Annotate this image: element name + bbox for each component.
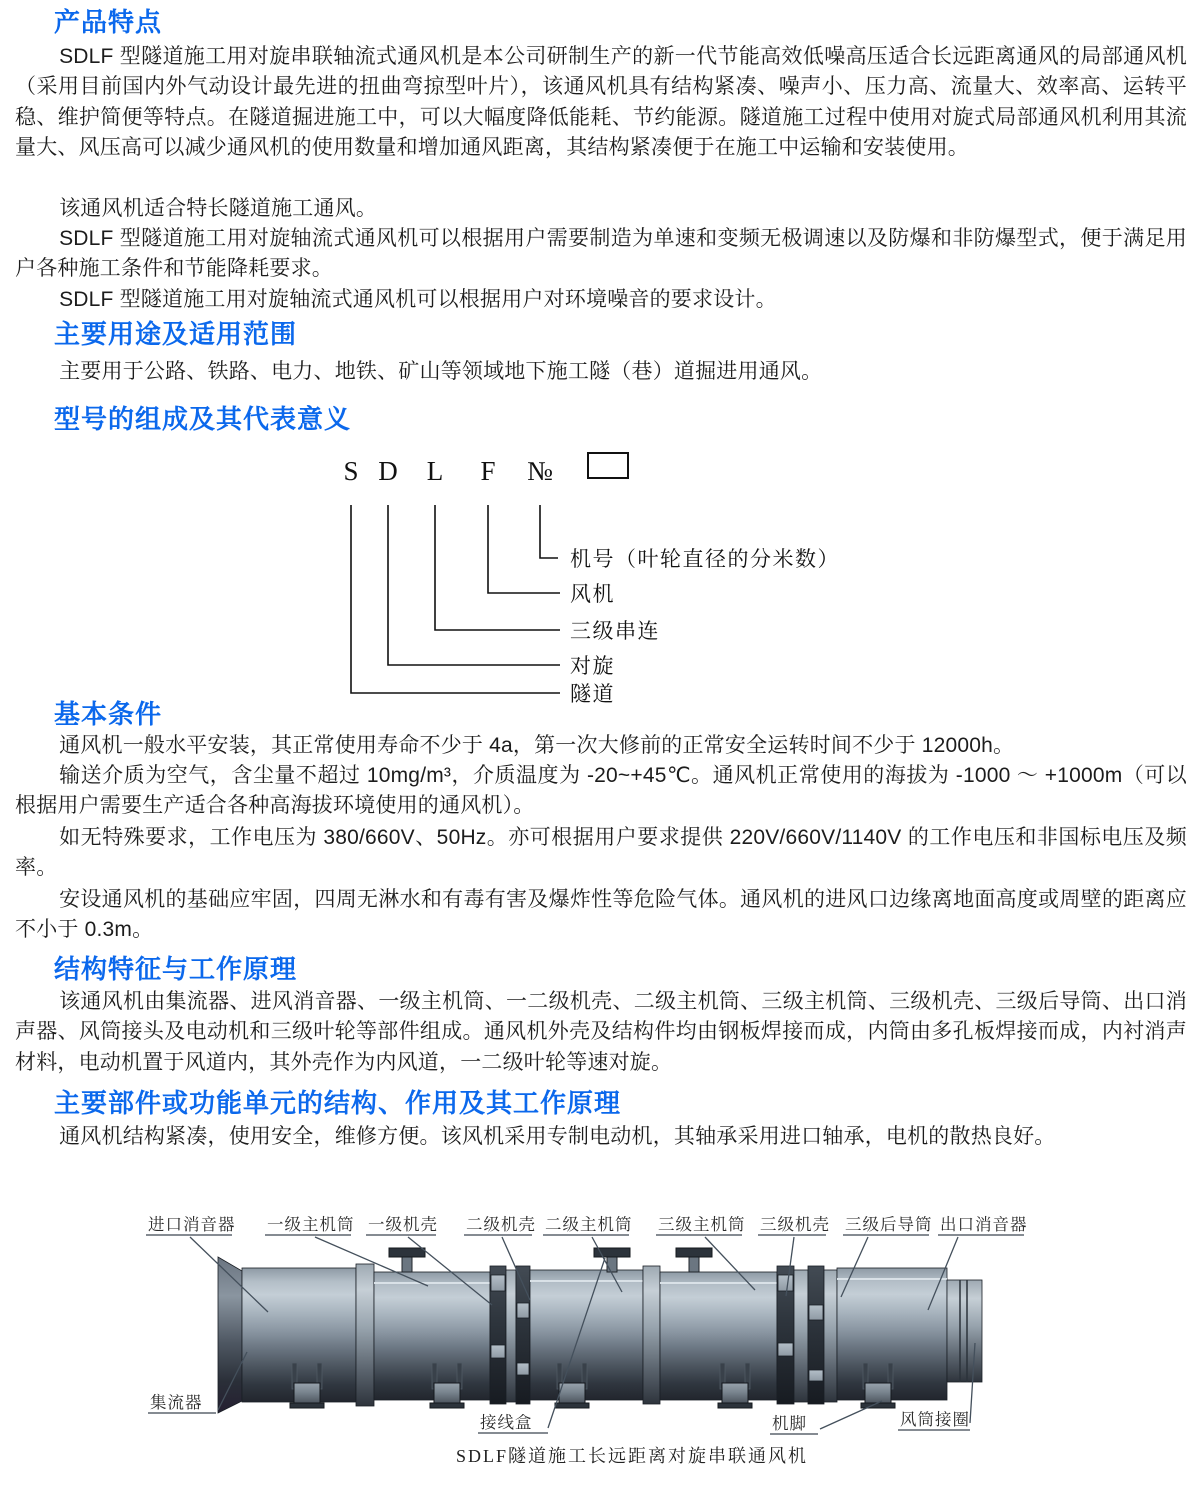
label-stage3-casing: 三级机壳 xyxy=(760,1215,830,1234)
label-stage1-cylinder: 一级主机筒 xyxy=(267,1215,355,1234)
paragraph: 输送介质为空气，含尘量不超过 10mg/m³，介质温度为 -20~+45℃。通风机正常使用的海拔为 -1000 ～ +1000m（可以根据用户需要生产适合各种高海拔环境使用的通风机）。 xyxy=(15,764,1187,818)
terminal-box xyxy=(389,1248,425,1272)
paragraph: 该通风机适合特长隧道施工通风。 xyxy=(59,197,378,220)
diagram-label-tunnel: 隧道 xyxy=(570,682,615,706)
diagram-label-three-stage: 三级串连 xyxy=(570,619,660,643)
flange-ring-1 xyxy=(356,1264,374,1406)
diagram-label-counter-rotating: 对旋 xyxy=(570,654,615,678)
label-inlet-silencer: 进口消音器 xyxy=(148,1215,236,1234)
drawing-caption: SDLF隧道施工长远距离对旋串联通风机 xyxy=(455,1446,809,1466)
fan-technical-drawing xyxy=(0,1195,1200,1507)
duct-connection-ring xyxy=(947,1280,982,1382)
label-stage3-guide-cylinder: 三级后导筒 xyxy=(845,1215,933,1234)
paragraph: SDLF 型隧道施工用对旋轴流式通风机可以根据用户需要制造为单速和变频无极调速以及防爆和非防爆型式，便于满足用户各种施工条件和节能降耗要求。 xyxy=(15,227,1187,281)
fan-size-box xyxy=(588,453,628,478)
label-stage3-cylinder: 三级主机筒 xyxy=(658,1215,746,1234)
diagram-line-size xyxy=(540,505,558,558)
model-designation-diagram xyxy=(0,445,1200,713)
paragraph: SDLF 型隧道施工用对旋轴流式通风机可以根据用户对环境噪音的要求设计。 xyxy=(59,288,777,311)
label-terminal-box: 接线盒 xyxy=(480,1413,533,1432)
paragraph: SDLF 型隧道施工用对旋串联轴流式通风机是本公司研制生产的新一代节能高效低噪高压适合长远距离通风的局部通风机（采用目前国内外气动设计最先进的扭曲弯掠型叶片），该通风机具有结构紧凑、噪声小、压力高、流量大、效率高、运转平稳、维护简便等特点。在隧道掘进施工中，可以大幅度降低能耗、节约能源。隧道施工过程中使用对旋式局部通风机利用其流量大、风压高可以减少通风机的使用数量和增加通风距离，其结构紧凑便于在施工中运输和安装使用。 xyxy=(15,45,1187,160)
stage2-casing-band xyxy=(516,1266,530,1404)
diagram-line-fan xyxy=(488,505,560,593)
diagram-line-counter-rotating xyxy=(388,505,560,665)
top-part-labels xyxy=(146,1215,1028,1235)
terminal-boxes xyxy=(389,1248,712,1272)
stage3-main-cylinder xyxy=(660,1272,777,1400)
diagram-label-fan: 风机 xyxy=(570,582,615,606)
section-heading-basic-conditions: 基本条件 xyxy=(54,699,163,729)
paragraph: 主要用于公路、铁路、电力、地铁、矿山等领域地下施工隧（巷）道掘进用通风。 xyxy=(59,360,823,383)
label-stage2-casing: 二级机壳 xyxy=(466,1215,536,1234)
label-duct-ring: 风筒接圈 xyxy=(900,1410,970,1429)
inlet-silencer-cylinder xyxy=(242,1268,356,1402)
label-collector: 集流器 xyxy=(150,1393,203,1412)
terminal-box xyxy=(676,1248,712,1272)
diagram-label-size: 机号（叶轮直径的分米数） xyxy=(570,547,840,571)
diagram-line-three-stage xyxy=(435,505,560,630)
section-heading-model-code: 型号的组成及其代表意义 xyxy=(54,404,352,434)
paragraph: 通风机一般水平安装，其正常使用寿命不少于 4a，第一次大修前的正常安全运转时间不少于 12000h。 xyxy=(59,734,1015,757)
flange-ring-2 xyxy=(643,1266,660,1404)
paragraph: 该通风机由集流器、进风消音器、一级主机筒、一二级机壳、二级主机筒、三级主机筒、三级机壳、三级后导筒、出口消声器、风筒接头及电动机和三级叶轮等部件组成。通风机外壳及结构件均由钢板焊接而成，内筒由多孔板焊接而成，内衬消声材料，电动机置于风道内，其外壳作为内风道，一二级叶轮等速对旋。 xyxy=(15,990,1187,1074)
paragraph: 通风机结构紧凑，使用安全，维修方便。该风机采用专制电动机，其轴承采用进口轴承，电机的散热良好。 xyxy=(59,1125,1056,1148)
section-heading-main-parts: 主要部件或功能单元的结构、作用及其工作原理 xyxy=(54,1088,622,1118)
code-letter-f: F xyxy=(480,456,496,486)
paragraph: 安设通风机的基础应牢固，四周无淋水和有毒有害及爆炸性等危险气体。通风机的进风口边缘离地面高度或周壁的距离应不小于 0.3m。 xyxy=(15,888,1187,942)
inlet-bell-collector xyxy=(218,1257,242,1413)
paragraph: 如无特殊要求，工作电压为 380/660V、50Hz。亦可根据用户要求提供 220V/660V/1140V 的工作电压和非国标电压及频率。 xyxy=(15,826,1187,880)
label-stage2-cylinder: 二级主机筒 xyxy=(545,1215,633,1234)
code-letter-d: D xyxy=(378,456,398,486)
section-heading-features: 产品特点 xyxy=(54,7,163,37)
code-letter-no: № xyxy=(527,456,553,486)
code-letter-s: S xyxy=(343,456,359,486)
section-heading-usage: 主要用途及适用范围 xyxy=(54,319,298,349)
label-machine-foot: 机脚 xyxy=(772,1414,807,1433)
code-letter-l: L xyxy=(426,456,444,486)
label-stage1-casing: 一级机壳 xyxy=(368,1215,438,1234)
section-heading-structure: 结构特征与工作原理 xyxy=(54,954,298,984)
label-outlet-silencer: 出口消音器 xyxy=(940,1215,1028,1234)
